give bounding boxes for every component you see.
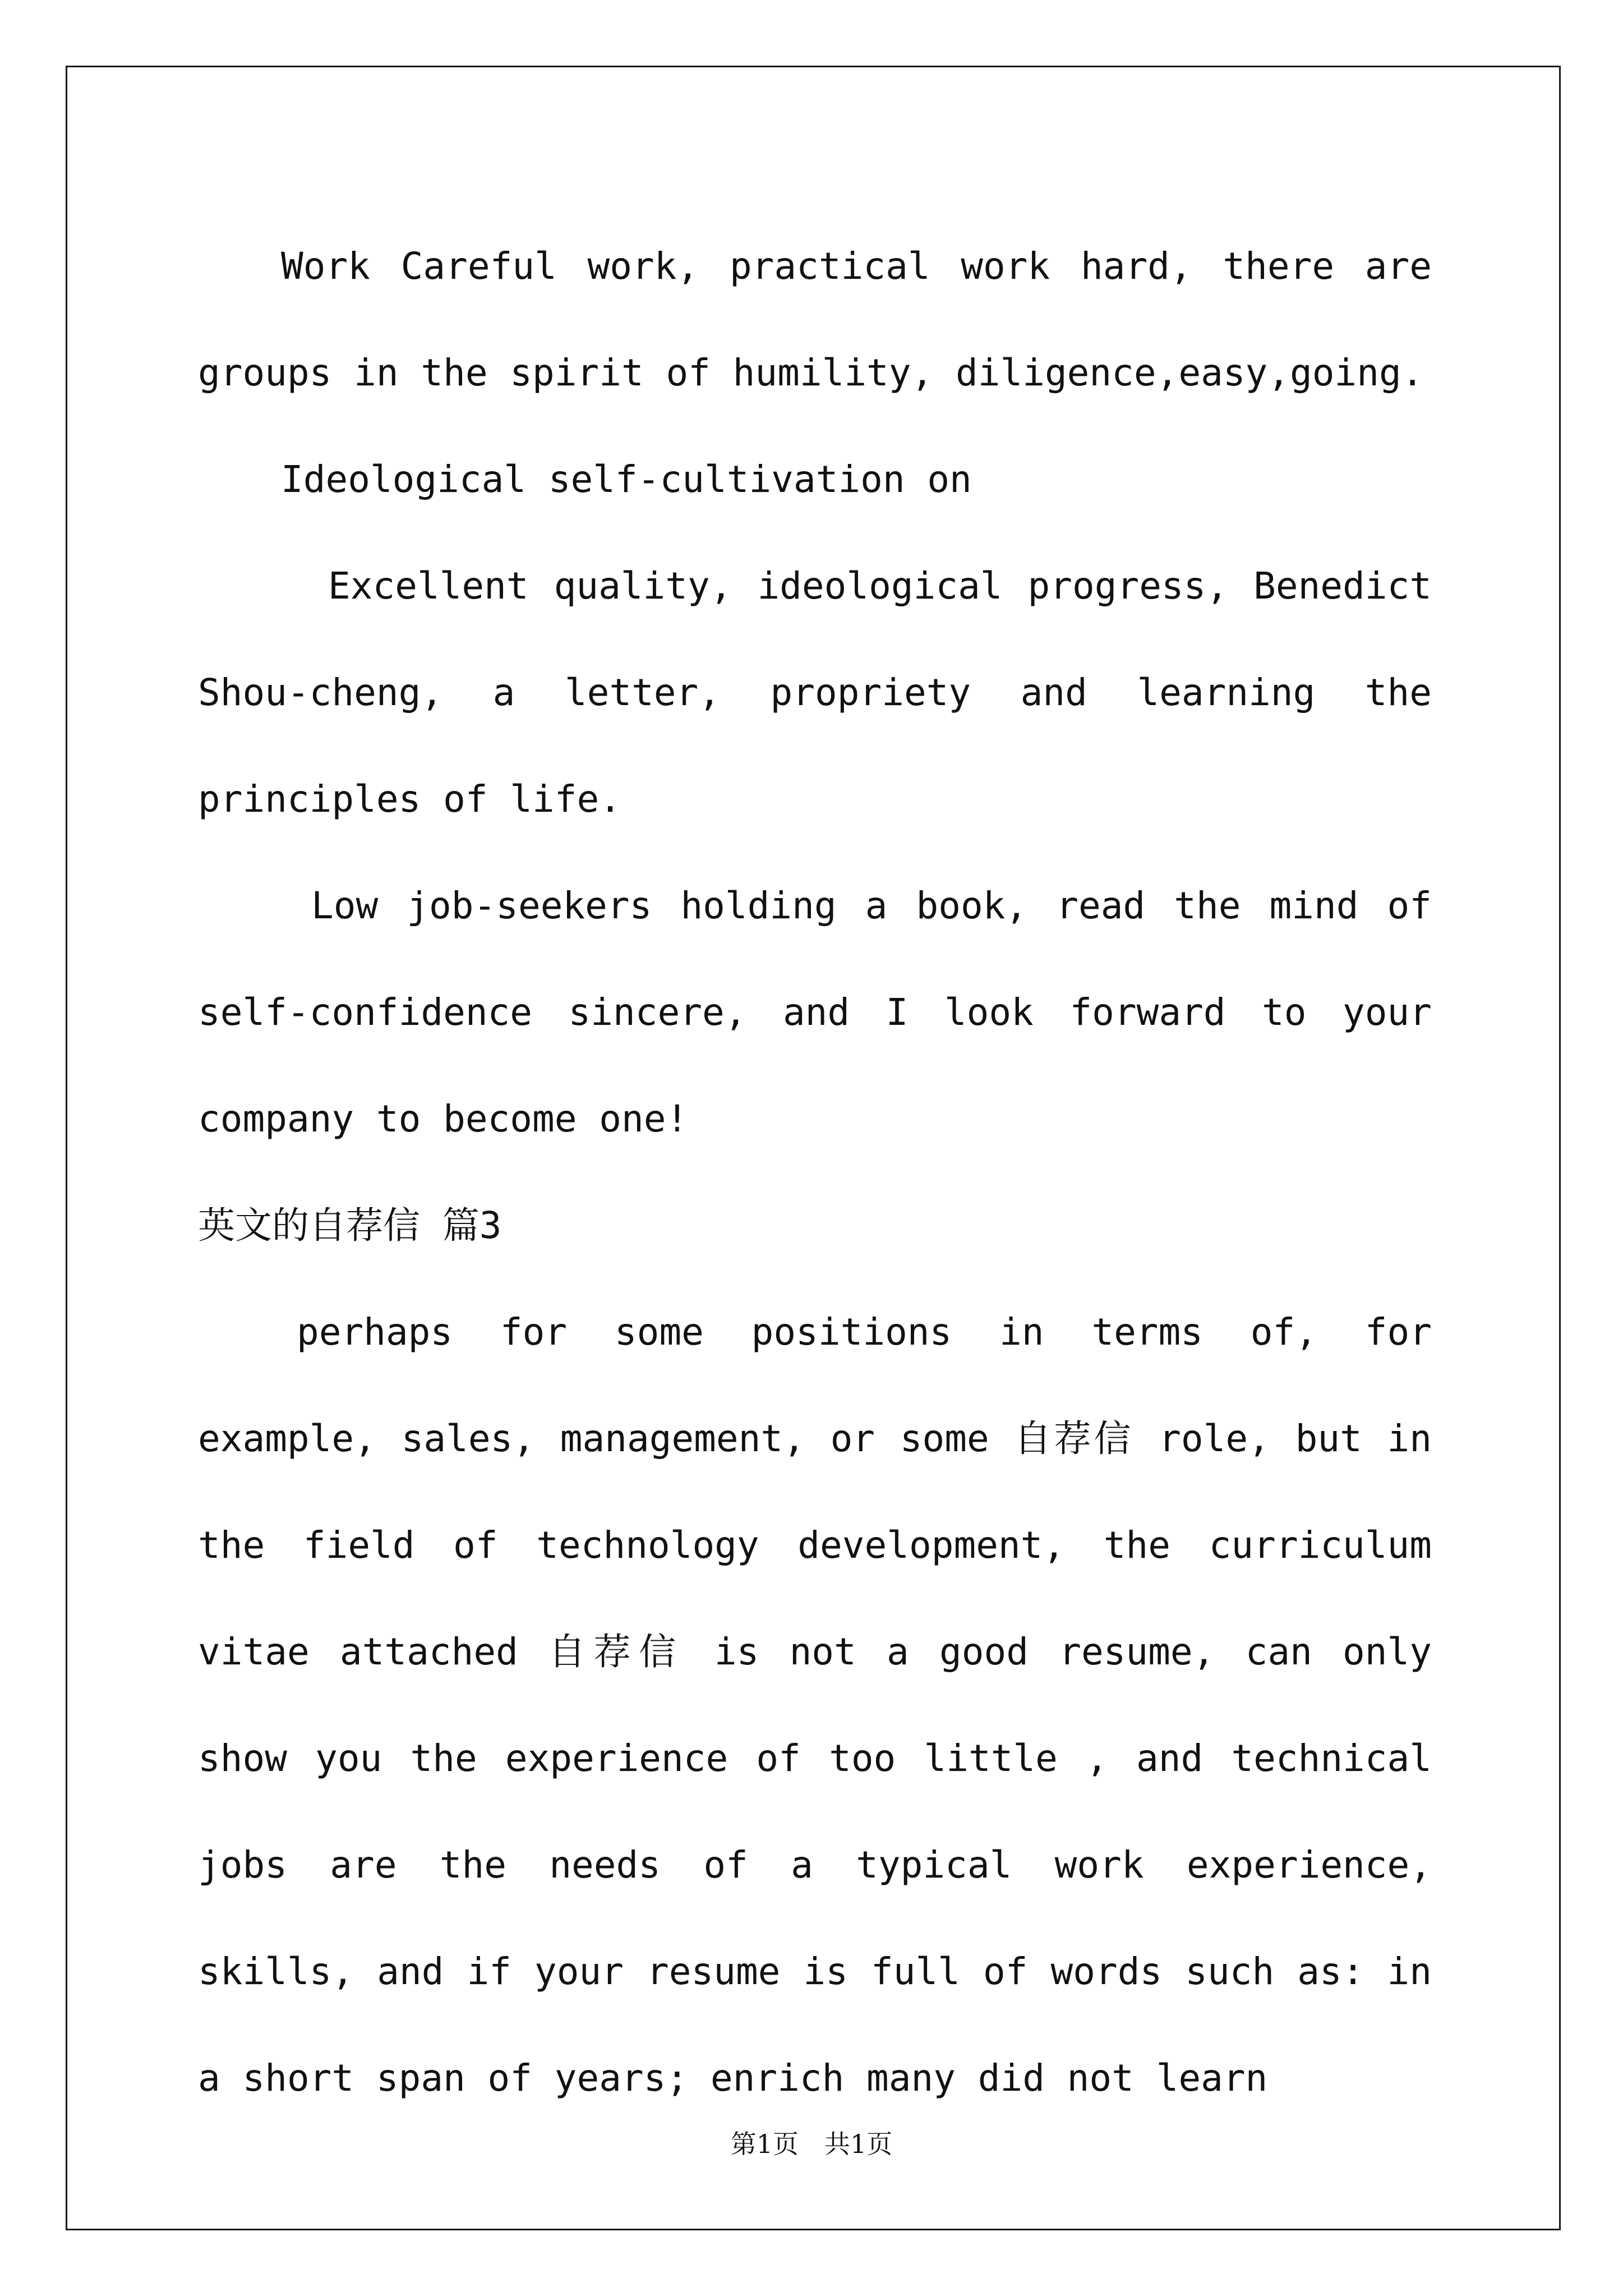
paragraph-low-job-seekers: Low job-seekers holding a book, read the mind of self-confidence sincere, and I look forward to your company to become one! xyxy=(198,884,1432,1140)
document-body xyxy=(198,213,1432,2132)
section-heading: 英文的自荐信 篇3 xyxy=(198,1204,502,1247)
paragraph-perhaps: perhaps for some positions in terms of, for example, sales, management, or some 自荐信 role, but in the field of technology development, the curriculum vitae attached 自荐信 is not a good resume, can only show you the experience of too little , and technical jobs are the needs of a typical work experience, skills, and if your resume is full of words such as: in a short span of years; enrich many did not learn xyxy=(198,1310,1432,2100)
paragraph-excellent-quality: Excellent quality, ideological progress, Benedict Shou-cheng, a letter, propriety and learning the principles of life. xyxy=(198,564,1432,821)
page-number-footer: 第1页 共1页 xyxy=(730,2129,893,2159)
paragraph-work: Work Careful work, practical work hard, there are groups in the spirit of humility, diligence,easy,going. xyxy=(198,245,1432,394)
paragraph-ideological-heading: Ideological self-cultivation on xyxy=(281,458,972,501)
